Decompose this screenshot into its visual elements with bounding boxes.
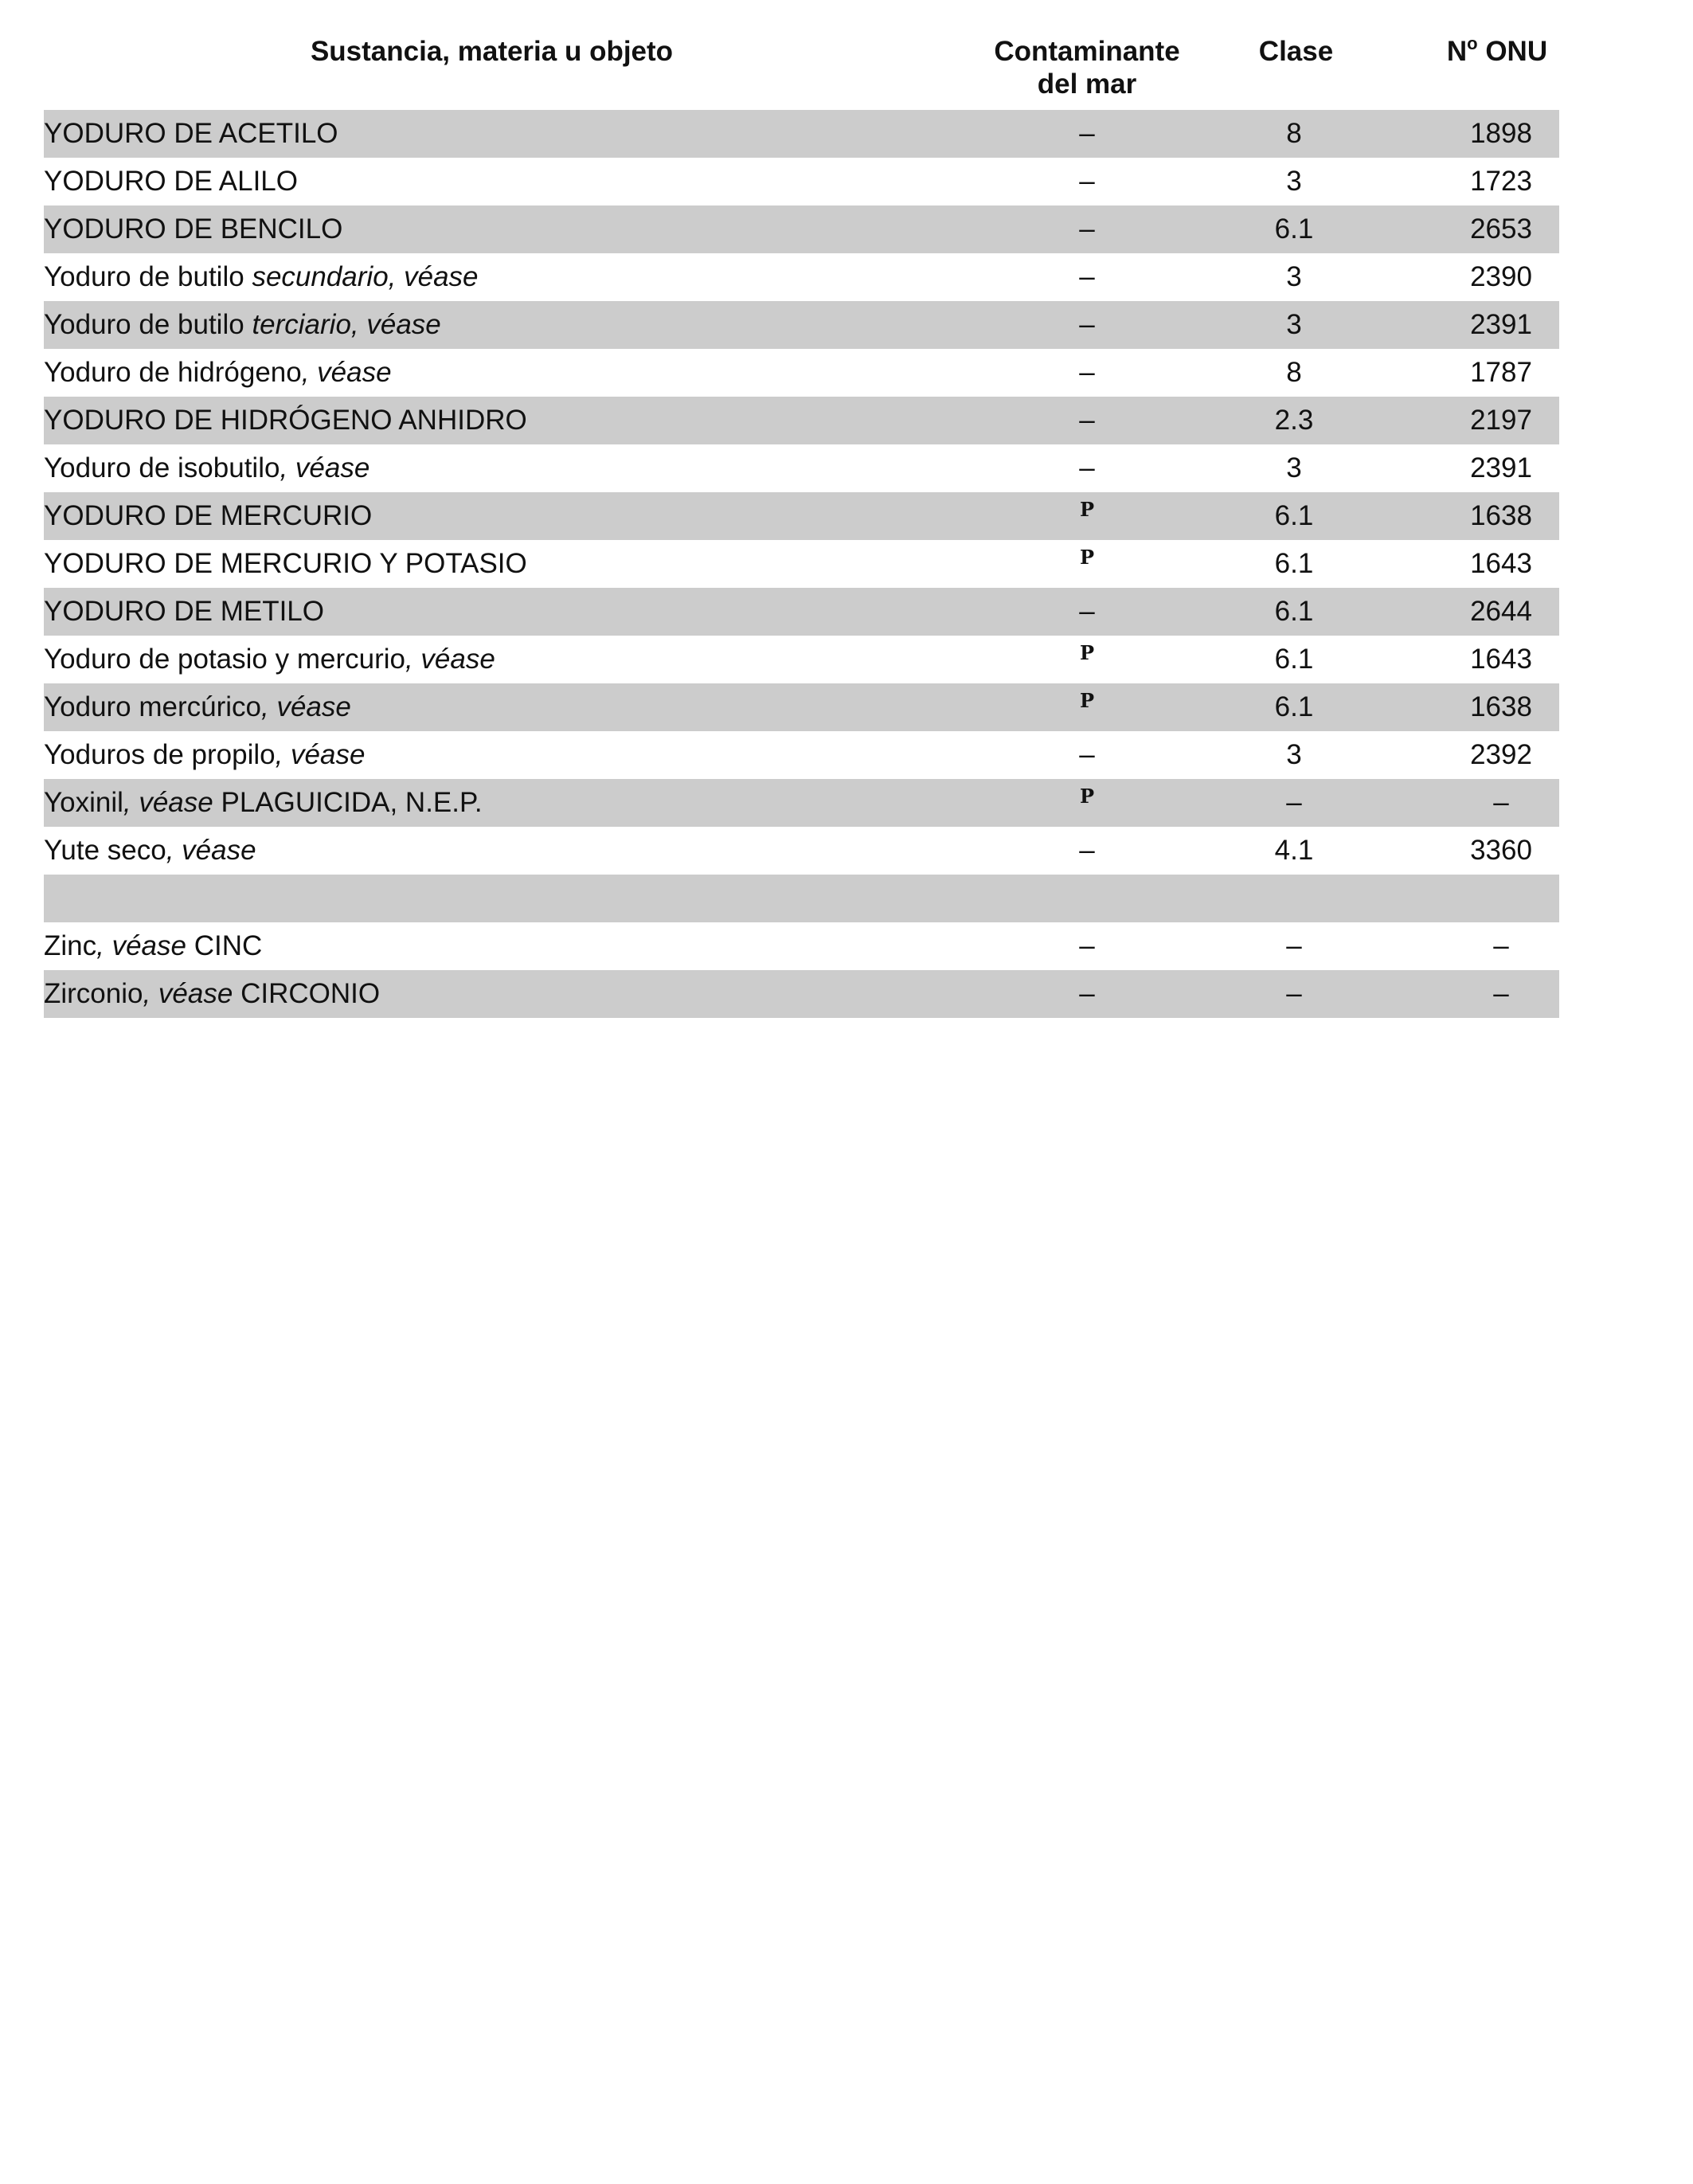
cell-class: 6.1 bbox=[1274, 596, 1314, 627]
cell-un-number: 2391 bbox=[1470, 452, 1532, 483]
cell-substance bbox=[44, 349, 936, 397]
cell-un-number: 2653 bbox=[1470, 213, 1532, 245]
cell-class: 6.1 bbox=[1274, 644, 1314, 675]
cell-marine-pollutant: – bbox=[1079, 452, 1095, 483]
table-row bbox=[44, 970, 1559, 1018]
substance-name: YODURO DE HIDRÓGENO ANHIDRO bbox=[44, 405, 527, 436]
cell-class: 3 bbox=[1286, 739, 1302, 770]
cell-substance bbox=[44, 110, 936, 158]
header-un-label bbox=[1394, 35, 1601, 68]
cell-un-number bbox=[1421, 875, 1581, 922]
table-row bbox=[44, 636, 1559, 683]
cell-class: 3 bbox=[1286, 261, 1302, 292]
cell-un-number: 3360 bbox=[1470, 835, 1532, 866]
substance-name: YODURO DE BENCILO bbox=[44, 213, 343, 245]
cell-class: 2.3 bbox=[1274, 405, 1314, 436]
substance-see-also: , véase bbox=[143, 978, 233, 1009]
cell-substance bbox=[44, 827, 936, 875]
cell-substance bbox=[44, 731, 936, 779]
header-marine-line2: del mar bbox=[1037, 68, 1137, 100]
cell-un-number: 1723 bbox=[1470, 166, 1532, 197]
substance-reference: CIRCONIO bbox=[233, 978, 381, 1009]
cell-marine-pollutant: – bbox=[1079, 930, 1095, 961]
cell-marine-pollutant: – bbox=[1079, 835, 1095, 866]
table-row bbox=[44, 827, 1559, 875]
table-row bbox=[44, 540, 1559, 588]
cell-class: 4.1 bbox=[1274, 835, 1314, 866]
substance-name: Yoduros de propilo bbox=[44, 739, 276, 770]
cell-substance bbox=[44, 875, 936, 922]
substance-name: Yoduro de hidrógeno bbox=[44, 357, 302, 388]
table-row bbox=[44, 301, 1559, 349]
table-body bbox=[44, 110, 1559, 1018]
substance-see-also: secundario, véase bbox=[252, 261, 479, 292]
table-row bbox=[44, 253, 1559, 301]
substance-see-also: , véase bbox=[405, 644, 495, 675]
cell-un-number: 2644 bbox=[1470, 596, 1532, 627]
substance-name: Yoduro de butilo bbox=[44, 261, 252, 292]
substance-see-also: , véase bbox=[261, 691, 351, 722]
table-row bbox=[44, 158, 1559, 205]
cell-marine-pollutant: – bbox=[1079, 118, 1095, 149]
table-row bbox=[44, 110, 1559, 158]
substance-name: Yoduro de isobutilo bbox=[44, 452, 280, 483]
cell-class: – bbox=[1286, 787, 1302, 818]
cell-marine-pollutant: – bbox=[1079, 739, 1095, 770]
cell-class bbox=[1214, 875, 1374, 922]
cell-marine-pollutant: P bbox=[1079, 689, 1095, 712]
header-un-prefix: N bbox=[1446, 36, 1468, 67]
substance-name: Yoxinil bbox=[44, 787, 123, 818]
cell-class: 6.1 bbox=[1274, 548, 1314, 579]
cell-substance bbox=[44, 205, 936, 253]
cell-un-number: 2390 bbox=[1470, 261, 1532, 292]
cell-class: 8 bbox=[1286, 118, 1302, 149]
cell-un-number: – bbox=[1493, 978, 1509, 1009]
cell-marine-pollutant: P bbox=[1079, 641, 1095, 664]
cell-un-number: – bbox=[1493, 787, 1509, 818]
substance-name: Zirconio bbox=[44, 978, 143, 1009]
substance-name: Yoduro de potasio y mercurio bbox=[44, 644, 405, 675]
cell-un-number: 1638 bbox=[1470, 500, 1532, 531]
table-row bbox=[44, 875, 1559, 922]
cell-marine-pollutant: – bbox=[1079, 166, 1095, 197]
cell-class: – bbox=[1286, 978, 1302, 1009]
substance-see-also: , véase bbox=[280, 452, 370, 483]
cell-substance bbox=[44, 540, 936, 588]
cell-class: 8 bbox=[1286, 357, 1302, 388]
substance-see-also: , véase bbox=[301, 357, 392, 388]
substance-table bbox=[44, 32, 1559, 1018]
substance-see-also: , véase bbox=[275, 739, 366, 770]
cell-substance bbox=[44, 970, 936, 1018]
cell-un-number: 2392 bbox=[1470, 739, 1532, 770]
cell-marine-pollutant: P bbox=[1079, 546, 1095, 569]
substance-name: Yute seco bbox=[44, 835, 166, 866]
substance-name: YODURO DE ACETILO bbox=[44, 118, 338, 149]
cell-marine-pollutant: – bbox=[1079, 309, 1095, 340]
table-row bbox=[44, 492, 1559, 540]
cell-un-number: 2197 bbox=[1470, 405, 1532, 436]
table-row bbox=[44, 349, 1559, 397]
cell-un-number: – bbox=[1493, 930, 1509, 961]
substance-name: YODURO DE MERCURIO bbox=[44, 500, 373, 531]
cell-class: 3 bbox=[1286, 452, 1302, 483]
table-row bbox=[44, 779, 1559, 827]
cell-substance bbox=[44, 636, 936, 683]
header-substance bbox=[44, 35, 940, 68]
cell-class: 6.1 bbox=[1274, 691, 1314, 722]
cell-marine-pollutant: P bbox=[1079, 785, 1095, 808]
cell-marine-pollutant bbox=[1007, 875, 1167, 922]
table-row bbox=[44, 588, 1559, 636]
substance-see-also: , véase bbox=[166, 835, 256, 866]
cell-substance bbox=[44, 779, 936, 827]
cell-substance bbox=[44, 253, 936, 301]
header-marine-line1: Contaminante bbox=[994, 36, 1180, 67]
cell-un-number: 1898 bbox=[1470, 118, 1532, 149]
table-row bbox=[44, 731, 1559, 779]
cell-un-number: 1643 bbox=[1470, 644, 1532, 675]
cell-class: 6.1 bbox=[1274, 213, 1314, 245]
cell-marine-pollutant: – bbox=[1079, 213, 1095, 245]
substance-name: Zinc bbox=[44, 930, 97, 961]
cell-marine-pollutant: P bbox=[1079, 498, 1095, 521]
substance-see-also: , véase bbox=[123, 787, 213, 818]
header-un-sup: o bbox=[1467, 33, 1478, 53]
substance-name: Yoduro de butilo bbox=[44, 309, 252, 340]
header-substance-label: Sustancia, materia u objeto bbox=[310, 36, 674, 67]
substance-name: Yoduro mercúrico bbox=[44, 691, 262, 722]
header-un-number bbox=[1394, 35, 1601, 68]
table-row bbox=[44, 397, 1559, 444]
cell-un-number: 2391 bbox=[1470, 309, 1532, 340]
substance-see-also: terciario, véase bbox=[252, 309, 441, 340]
header-un-suffix: ONU bbox=[1477, 36, 1548, 67]
cell-un-number: 1787 bbox=[1470, 357, 1532, 388]
substance-name: YODURO DE ALILO bbox=[44, 166, 298, 197]
cell-substance bbox=[44, 492, 936, 540]
cell-marine-pollutant: – bbox=[1079, 405, 1095, 436]
cell-class: 3 bbox=[1286, 166, 1302, 197]
cell-substance bbox=[44, 444, 936, 492]
cell-class: 3 bbox=[1286, 309, 1302, 340]
cell-substance bbox=[44, 158, 936, 205]
cell-class: – bbox=[1286, 930, 1302, 961]
cell-marine-pollutant: – bbox=[1079, 978, 1095, 1009]
cell-marine-pollutant: – bbox=[1079, 596, 1095, 627]
cell-substance bbox=[44, 922, 936, 970]
cell-un-number: 1638 bbox=[1470, 691, 1532, 722]
table-row bbox=[44, 922, 1559, 970]
substance-reference: PLAGUICIDA, N.E.P. bbox=[213, 787, 483, 818]
cell-marine-pollutant: – bbox=[1079, 357, 1095, 388]
header-class bbox=[1191, 35, 1402, 68]
table-row bbox=[44, 683, 1559, 731]
header-class-label: Clase bbox=[1258, 36, 1334, 67]
substance-name: YODURO DE METILO bbox=[44, 596, 324, 627]
substance-reference: CINC bbox=[186, 930, 263, 961]
cell-marine-pollutant: – bbox=[1079, 261, 1095, 292]
table-row bbox=[44, 205, 1559, 253]
cell-substance bbox=[44, 301, 936, 349]
cell-substance bbox=[44, 683, 936, 731]
substance-see-also: , véase bbox=[96, 930, 186, 961]
cell-un-number: 1643 bbox=[1470, 548, 1532, 579]
cell-substance bbox=[44, 588, 936, 636]
table-header bbox=[44, 32, 1559, 110]
cell-substance bbox=[44, 397, 936, 444]
substance-name: YODURO DE MERCURIO Y POTASIO bbox=[44, 548, 527, 579]
cell-class: 6.1 bbox=[1274, 500, 1314, 531]
table-row bbox=[44, 444, 1559, 492]
